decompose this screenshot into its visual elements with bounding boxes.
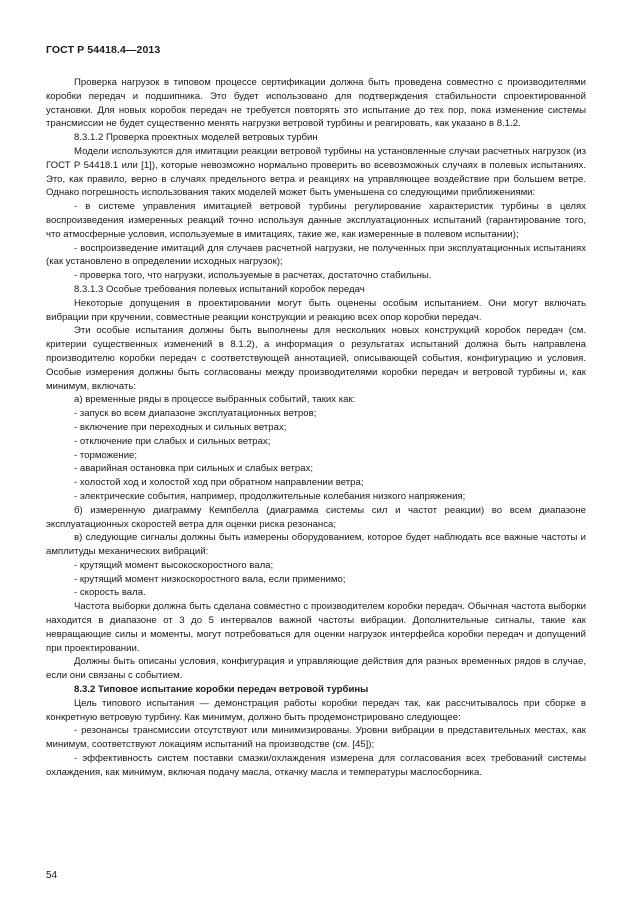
paragraph: Частота выборки должна быть сделана совместно с производителем коробки передач. Обычная частота выборки находится в диапазоне от 3 до 5 интервалов важной частоты вибрации. Дополнительные сигналы, такие как невращающие силы и моменты, могут потребоваться для оценки нагрузок интерфейса коробки передач и допущений при проектировании. (46, 601, 586, 654)
list-item: б) измеренную диаграмму Кемпбелла (диаграмма системы сил и частот реакции) во всем диапазоне эксплуатационных скоростей ветра для оценки риска резонанса; (46, 504, 586, 530)
paragraph: Цель типового испытания — демонстрация работы коробки передач так, как рассчитывалось при сборке в конкретную ветровую турбину. Как минимум, должно быть продемонстрировано следующее: (46, 697, 586, 723)
list-item: - торможение; (74, 449, 138, 461)
list-item: - в системе управления имитацией ветровой турбины регулирование характеристик турбины в целях воспроизведения измеренных реакций точно используя данные эксплуатационных испытаний (гарантирование того, что атмосферные условия, используемые в имитациях, такие же, как измеренные в полевом испытании); (46, 201, 586, 240)
list-item: а) временные ряды в процессе выбранных событий, таких как: (74, 394, 356, 406)
list-item: в) следующие сигналы должны быть измерены оборудованием, которое будет наблюдать все важные частоты и амплитуды механических вибраций: (46, 532, 586, 558)
paragraph: Эти особые испытания должны быть выполнены для нескольких новых конструкций коробок передач (см. критерии существенных изменений в 8.1.2), а информация о результатах испытаний должна быть направлена производителю коробки передач с соответствующей аннотацией, описывающей события, конфигурацию и условия. Особые измерения должны быть согласованы между производителями коробки передач и ветровой турбины и, как минимум, включать: (46, 325, 586, 392)
list-item: - резонансы трансмиссии отсутствуют или минимизированы. Уровни вибрации в представительных местах, как минимум, соответствуют локациям испытаний на производстве (см. [45]); (46, 725, 586, 751)
list-item: - эффективность систем поставки смазки/охлаждения измерена для согласования всех требований системы охлаждения, как минимум, включая подачу масла, откачку масла и температуры маслосборника. (46, 753, 586, 778)
list-item: - холостой ход и холостой ход при обратном направлении ветра; (74, 477, 364, 489)
paragraph: Некоторые допущения в проектировании могут быть оценены особым испытанием. Они могут включать вибрации при кручении, совместные реакции конструкции и реакцию всех опор коробки передач. (46, 297, 586, 323)
section-heading: 8.3.1.3 Особые требования полевых испытаний коробок передач (74, 283, 365, 295)
paragraph: Модели используются для имитации реакции ветровой турбины на установленные случаи расчетных нагрузок (из ГОСТ Р 54418.1 или [1]), которые невозможно нормально проверить во всевозможных случаях в полевых испытаниях. Это, как правило, верно в случаях предельного ветра и реакциях на управляющее воздействие при большем ветре. Однако погрешность использования таких моделей может быть уменьшена со следующими приближениями: (46, 145, 586, 199)
list-item: - воспроизведение имитаций для случаев расчетной нагрузки, не полученных при эксплуатационных испытаниях (как установлено в определении исходных нагрузок); (46, 242, 586, 268)
page-number: 54 (46, 870, 58, 881)
list-item: - проверка того, что нагрузки, используемые в расчетах, достаточно стабильны. (74, 270, 432, 282)
list-item: - скорость вала. (74, 587, 146, 599)
paragraph: Проверка нагрузок в типовом процессе сертификации должна быть проведена совместно с производителями коробки передач и подшипника. Это будет использовано для подтверждения стабильности спроектированной установки. Для новых коробок передач не требуется повторять это испытание до тех пор, пока изменение системы трансмиссии не будет существенно менять нагрузки ветровой турбины и реагировать, как указано в 8.1.2. (46, 77, 586, 130)
standard-header: ГОСТ Р 54418.4—2013 (46, 44, 161, 56)
list-item: - крутящий момент высокоскоростного вала; (74, 559, 274, 571)
list-item: - запуск во всем диапазоне эксплуатационных ветров; (74, 408, 317, 420)
section-heading: 8.3.1.2 Проверка проектных моделей ветровых турбин (74, 132, 318, 144)
list-item: - включение при переходных и сильных ветрах; (74, 421, 287, 433)
section-heading: 8.3.2 Типовое испытание коробки передач ветровой турбины (74, 684, 369, 696)
list-item: - аварийная остановка при сильных и слабых ветрах; (74, 463, 314, 475)
list-item: - отключение при слабых и сильных ветрах; (74, 435, 271, 447)
list-item: - крутящий момент низкоскоростного вала, если применимо; (74, 573, 346, 585)
paragraph: Должны быть описаны условия, конфигурация и управляющие действия для разных временных рядов в случае, если они связаны с событием. (46, 656, 586, 682)
document-body (46, 76, 586, 780)
list-item: - электрические события, например, продолжительные колебания низкого напряжения; (74, 490, 466, 502)
